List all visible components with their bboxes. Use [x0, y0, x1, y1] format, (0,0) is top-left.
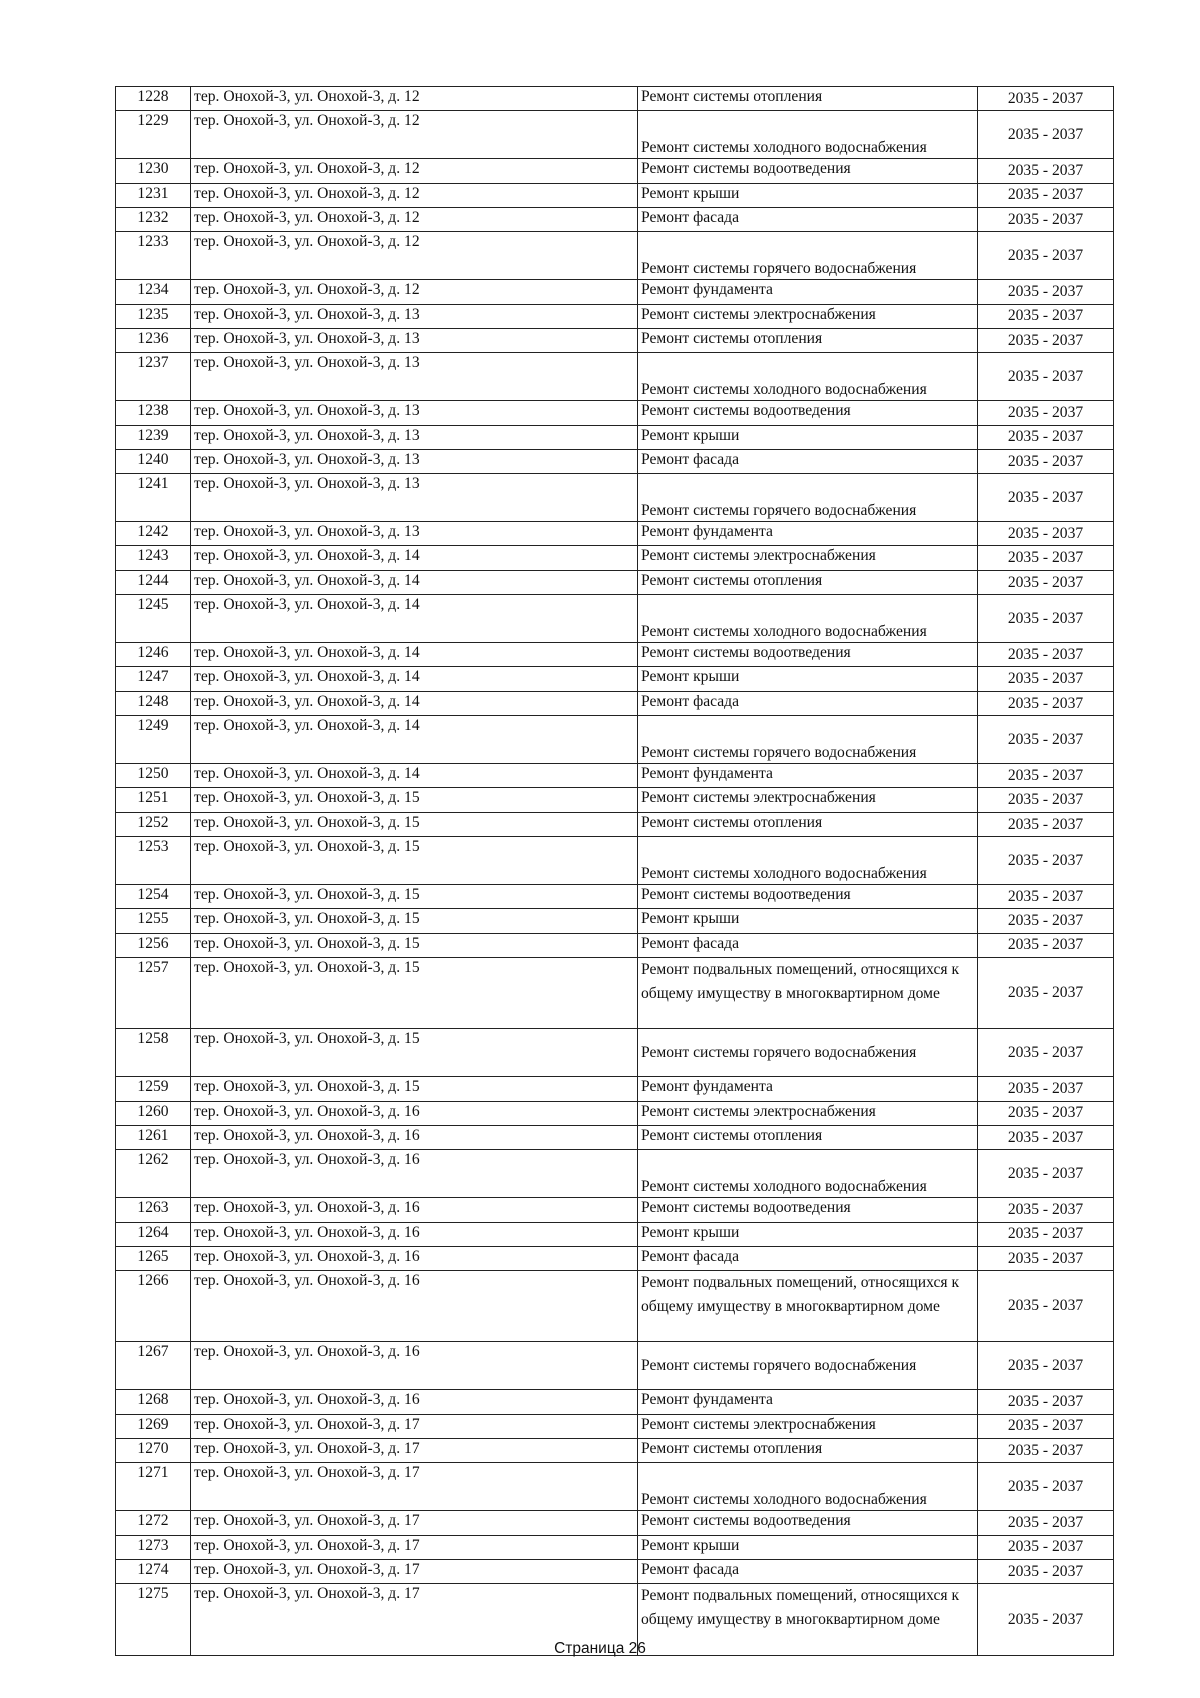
work-type-cell: Ремонт фасада: [638, 1560, 978, 1584]
table-row: [116, 1439, 1114, 1463]
row-number-cell: 1237: [116, 353, 191, 401]
row-number-cell: 1229: [116, 111, 191, 159]
row-number-cell: 1265: [116, 1246, 191, 1270]
address-cell: тер. Онохой-3, ул. Онохой-3, д. 16: [191, 1271, 638, 1342]
period-cell: 2035 - 2037: [978, 1511, 1114, 1535]
row-number-cell: 1252: [116, 812, 191, 836]
table-row: [116, 1511, 1114, 1535]
table-row: [116, 546, 1114, 570]
table-row: [116, 1029, 1114, 1077]
table-row: [116, 1125, 1114, 1149]
work-type-cell: Ремонт системы электроснабжения: [638, 304, 978, 328]
repair-plan-table-body: [116, 87, 1114, 1656]
table-row: [116, 1077, 1114, 1101]
work-type-cell: Ремонт фасада: [638, 449, 978, 473]
row-number-cell: 1258: [116, 1029, 191, 1077]
work-type-cell: Ремонт системы отопления: [638, 1125, 978, 1149]
period-cell: 2035 - 2037: [978, 570, 1114, 594]
table-row: [116, 1271, 1114, 1342]
table-row: [116, 474, 1114, 522]
table-row: [116, 304, 1114, 328]
table-row: [116, 933, 1114, 957]
address-cell: тер. Онохой-3, ул. Онохой-3, д. 14: [191, 716, 638, 764]
table-row: [116, 691, 1114, 715]
table-row: [116, 1198, 1114, 1222]
work-type-cell: Ремонт системы отопления: [638, 328, 978, 352]
work-type-cell: Ремонт фундамента: [638, 280, 978, 304]
work-type-cell: Ремонт системы горячего водоснабжения: [638, 1029, 978, 1077]
address-cell: тер. Онохой-3, ул. Онохой-3, д. 17: [191, 1463, 638, 1511]
period-cell: 2035 - 2037: [978, 474, 1114, 522]
period-cell: 2035 - 2037: [978, 425, 1114, 449]
period-cell: 2035 - 2037: [978, 1463, 1114, 1511]
row-number-cell: 1254: [116, 885, 191, 909]
row-number-cell: 1253: [116, 837, 191, 885]
address-cell: тер. Онохой-3, ул. Онохой-3, д. 12: [191, 87, 638, 111]
row-number-cell: 1238: [116, 401, 191, 425]
table-row: [116, 87, 1114, 111]
work-type-cell: Ремонт системы горячего водоснабжения: [638, 232, 978, 280]
period-cell: 2035 - 2037: [978, 449, 1114, 473]
table-row: [116, 595, 1114, 643]
period-cell: 2035 - 2037: [978, 837, 1114, 885]
table-row: [116, 353, 1114, 401]
address-cell: тер. Онохой-3, ул. Онохой-3, д. 15: [191, 837, 638, 885]
row-number-cell: 1275: [116, 1584, 191, 1655]
table-row: [116, 1390, 1114, 1414]
work-type-cell: Ремонт системы холодного водоснабжения: [638, 353, 978, 401]
work-type-cell: Ремонт системы водоотведения: [638, 643, 978, 667]
period-cell: 2035 - 2037: [978, 909, 1114, 933]
row-number-cell: 1241: [116, 474, 191, 522]
work-type-cell: Ремонт системы водоотведения: [638, 401, 978, 425]
row-number-cell: 1274: [116, 1560, 191, 1584]
address-cell: тер. Онохой-3, ул. Онохой-3, д. 16: [191, 1390, 638, 1414]
row-number-cell: 1245: [116, 595, 191, 643]
address-cell: тер. Онохой-3, ул. Онохой-3, д. 17: [191, 1560, 638, 1584]
work-type-cell: Ремонт фундамента: [638, 522, 978, 546]
period-cell: 2035 - 2037: [978, 87, 1114, 111]
address-cell: тер. Онохой-3, ул. Онохой-3, д. 15: [191, 933, 638, 957]
work-type-cell: Ремонт крыши: [638, 183, 978, 207]
row-number-cell: 1268: [116, 1390, 191, 1414]
work-type-cell: Ремонт системы электроснабжения: [638, 788, 978, 812]
period-cell: 2035 - 2037: [978, 1101, 1114, 1125]
table-row: [116, 328, 1114, 352]
period-cell: 2035 - 2037: [978, 1029, 1114, 1077]
table-row: [116, 232, 1114, 280]
table-row: [116, 207, 1114, 231]
work-type-cell: Ремонт системы электроснабжения: [638, 1101, 978, 1125]
work-type-cell: Ремонт подвальных помещений, относящихся к общему имуществу в многоквартирном доме: [638, 1584, 978, 1655]
row-number-cell: 1243: [116, 546, 191, 570]
period-cell: 2035 - 2037: [978, 643, 1114, 667]
work-type-cell: Ремонт системы холодного водоснабжения: [638, 1150, 978, 1198]
address-cell: тер. Онохой-3, ул. Онохой-3, д. 13: [191, 522, 638, 546]
period-cell: 2035 - 2037: [978, 183, 1114, 207]
table-row: [116, 643, 1114, 667]
table-row: [116, 1560, 1114, 1584]
address-cell: тер. Онохой-3, ул. Онохой-3, д. 17: [191, 1511, 638, 1535]
work-type-cell: Ремонт фасада: [638, 207, 978, 231]
period-cell: 2035 - 2037: [978, 1390, 1114, 1414]
work-type-cell: Ремонт подвальных помещений, относящихся к общему имуществу в многоквартирном доме: [638, 1271, 978, 1342]
address-cell: тер. Онохой-3, ул. Онохой-3, д. 16: [191, 1198, 638, 1222]
row-number-cell: 1255: [116, 909, 191, 933]
row-number-cell: 1240: [116, 449, 191, 473]
period-cell: 2035 - 2037: [978, 667, 1114, 691]
table-row: [116, 1342, 1114, 1390]
row-number-cell: 1261: [116, 1125, 191, 1149]
period-cell: 2035 - 2037: [978, 595, 1114, 643]
period-cell: 2035 - 2037: [978, 1271, 1114, 1342]
table-row: [116, 1463, 1114, 1511]
work-type-cell: Ремонт фасада: [638, 1246, 978, 1270]
period-cell: 2035 - 2037: [978, 207, 1114, 231]
period-cell: 2035 - 2037: [978, 1584, 1114, 1655]
address-cell: тер. Онохой-3, ул. Онохой-3, д. 12: [191, 280, 638, 304]
period-cell: 2035 - 2037: [978, 1150, 1114, 1198]
address-cell: тер. Онохой-3, ул. Онохой-3, д. 14: [191, 643, 638, 667]
work-type-cell: Ремонт крыши: [638, 1535, 978, 1559]
period-cell: 2035 - 2037: [978, 764, 1114, 788]
period-cell: 2035 - 2037: [978, 1414, 1114, 1438]
table-row: [116, 885, 1114, 909]
address-cell: тер. Онохой-3, ул. Онохой-3, д. 16: [191, 1342, 638, 1390]
table-row: [116, 837, 1114, 885]
address-cell: тер. Онохой-3, ул. Онохой-3, д. 13: [191, 474, 638, 522]
row-number-cell: 1246: [116, 643, 191, 667]
period-cell: 2035 - 2037: [978, 159, 1114, 183]
row-number-cell: 1233: [116, 232, 191, 280]
work-type-cell: Ремонт фундамента: [638, 1077, 978, 1101]
period-cell: 2035 - 2037: [978, 1342, 1114, 1390]
work-type-cell: Ремонт системы горячего водоснабжения: [638, 474, 978, 522]
period-cell: 2035 - 2037: [978, 1439, 1114, 1463]
address-cell: тер. Онохой-3, ул. Онохой-3, д. 17: [191, 1584, 638, 1655]
table-row: [116, 1246, 1114, 1270]
row-number-cell: 1266: [116, 1271, 191, 1342]
address-cell: тер. Онохой-3, ул. Онохой-3, д. 14: [191, 546, 638, 570]
address-cell: тер. Онохой-3, ул. Онохой-3, д. 12: [191, 159, 638, 183]
period-cell: 2035 - 2037: [978, 1198, 1114, 1222]
address-cell: тер. Онохой-3, ул. Онохой-3, д. 16: [191, 1246, 638, 1270]
work-type-cell: Ремонт фундамента: [638, 1390, 978, 1414]
work-type-cell: Ремонт фундамента: [638, 764, 978, 788]
work-type-cell: Ремонт системы водоотведения: [638, 1511, 978, 1535]
work-type-cell: Ремонт фасада: [638, 933, 978, 957]
work-type-cell: Ремонт крыши: [638, 1222, 978, 1246]
row-number-cell: 1250: [116, 764, 191, 788]
table-row: [116, 1150, 1114, 1198]
table-row: [116, 909, 1114, 933]
work-type-cell: Ремонт системы отопления: [638, 1439, 978, 1463]
table-row: [116, 159, 1114, 183]
row-number-cell: 1270: [116, 1439, 191, 1463]
period-cell: 2035 - 2037: [978, 111, 1114, 159]
row-number-cell: 1228: [116, 87, 191, 111]
address-cell: тер. Онохой-3, ул. Онохой-3, д. 13: [191, 425, 638, 449]
table-row: [116, 570, 1114, 594]
work-type-cell: Ремонт системы холодного водоснабжения: [638, 595, 978, 643]
work-type-cell: Ремонт фасада: [638, 691, 978, 715]
row-number-cell: 1267: [116, 1342, 191, 1390]
row-number-cell: 1273: [116, 1535, 191, 1559]
address-cell: тер. Онохой-3, ул. Онохой-3, д. 16: [191, 1222, 638, 1246]
row-number-cell: 1235: [116, 304, 191, 328]
page-number: Страница 26: [554, 1640, 646, 1657]
period-cell: 2035 - 2037: [978, 788, 1114, 812]
row-number-cell: 1271: [116, 1463, 191, 1511]
table-row: [116, 812, 1114, 836]
address-cell: тер. Онохой-3, ул. Онохой-3, д. 16: [191, 1125, 638, 1149]
work-type-cell: Ремонт системы холодного водоснабжения: [638, 837, 978, 885]
row-number-cell: 1269: [116, 1414, 191, 1438]
row-number-cell: 1234: [116, 280, 191, 304]
address-cell: тер. Онохой-3, ул. Онохой-3, д. 15: [191, 1029, 638, 1077]
row-number-cell: 1239: [116, 425, 191, 449]
period-cell: 2035 - 2037: [978, 1125, 1114, 1149]
table-row: [116, 958, 1114, 1029]
period-cell: 2035 - 2037: [978, 716, 1114, 764]
work-type-cell: Ремонт крыши: [638, 425, 978, 449]
work-type-cell: Ремонт системы водоотведения: [638, 159, 978, 183]
table-row: [116, 1101, 1114, 1125]
period-cell: 2035 - 2037: [978, 280, 1114, 304]
address-cell: тер. Онохой-3, ул. Онохой-3, д. 14: [191, 595, 638, 643]
period-cell: 2035 - 2037: [978, 691, 1114, 715]
row-number-cell: 1256: [116, 933, 191, 957]
address-cell: тер. Онохой-3, ул. Онохой-3, д. 16: [191, 1101, 638, 1125]
work-type-cell: Ремонт системы электроснабжения: [638, 1414, 978, 1438]
address-cell: тер. Онохой-3, ул. Онохой-3, д. 17: [191, 1535, 638, 1559]
row-number-cell: 1257: [116, 958, 191, 1029]
address-cell: тер. Онохой-3, ул. Онохой-3, д. 12: [191, 183, 638, 207]
address-cell: тер. Онохой-3, ул. Онохой-3, д. 14: [191, 570, 638, 594]
row-number-cell: 1247: [116, 667, 191, 691]
row-number-cell: 1251: [116, 788, 191, 812]
row-number-cell: 1272: [116, 1511, 191, 1535]
address-cell: тер. Онохой-3, ул. Онохой-3, д. 13: [191, 353, 638, 401]
work-type-cell: Ремонт системы водоотведения: [638, 885, 978, 909]
address-cell: тер. Онохой-3, ул. Онохой-3, д. 13: [191, 328, 638, 352]
row-number-cell: 1248: [116, 691, 191, 715]
address-cell: тер. Онохой-3, ул. Онохой-3, д. 14: [191, 764, 638, 788]
work-type-cell: Ремонт системы электроснабжения: [638, 546, 978, 570]
period-cell: 2035 - 2037: [978, 812, 1114, 836]
table-row: [116, 449, 1114, 473]
address-cell: тер. Онохой-3, ул. Онохой-3, д. 12: [191, 111, 638, 159]
address-cell: тер. Онохой-3, ул. Онохой-3, д. 17: [191, 1414, 638, 1438]
table-row: [116, 1535, 1114, 1559]
work-type-cell: Ремонт системы отопления: [638, 570, 978, 594]
row-number-cell: 1260: [116, 1101, 191, 1125]
row-number-cell: 1249: [116, 716, 191, 764]
period-cell: 2035 - 2037: [978, 522, 1114, 546]
row-number-cell: 1262: [116, 1150, 191, 1198]
row-number-cell: 1232: [116, 207, 191, 231]
period-cell: 2035 - 2037: [978, 885, 1114, 909]
table-row: [116, 280, 1114, 304]
period-cell: 2035 - 2037: [978, 304, 1114, 328]
row-number-cell: 1236: [116, 328, 191, 352]
table-row: [116, 667, 1114, 691]
period-cell: 2035 - 2037: [978, 232, 1114, 280]
table-row: [116, 716, 1114, 764]
table-row: [116, 1414, 1114, 1438]
period-cell: 2035 - 2037: [978, 1077, 1114, 1101]
period-cell: 2035 - 2037: [978, 353, 1114, 401]
address-cell: тер. Онохой-3, ул. Онохой-3, д. 17: [191, 1439, 638, 1463]
address-cell: тер. Онохой-3, ул. Онохой-3, д. 16: [191, 1150, 638, 1198]
work-type-cell: Ремонт системы отопления: [638, 812, 978, 836]
address-cell: тер. Онохой-3, ул. Онохой-3, д. 15: [191, 909, 638, 933]
address-cell: тер. Онохой-3, ул. Онохой-3, д. 13: [191, 449, 638, 473]
period-cell: 2035 - 2037: [978, 1535, 1114, 1559]
address-cell: тер. Онохой-3, ул. Онохой-3, д. 15: [191, 1077, 638, 1101]
row-number-cell: 1230: [116, 159, 191, 183]
period-cell: 2035 - 2037: [978, 328, 1114, 352]
work-type-cell: Ремонт крыши: [638, 909, 978, 933]
work-type-cell: Ремонт системы холодного водоснабжения: [638, 1463, 978, 1511]
row-number-cell: 1259: [116, 1077, 191, 1101]
row-number-cell: 1264: [116, 1222, 191, 1246]
address-cell: тер. Онохой-3, ул. Онохой-3, д. 12: [191, 232, 638, 280]
work-type-cell: Ремонт подвальных помещений, относящихся к общему имуществу в многоквартирном доме: [638, 958, 978, 1029]
work-type-cell: Ремонт системы горячего водоснабжения: [638, 1342, 978, 1390]
address-cell: тер. Онохой-3, ул. Онохой-3, д. 15: [191, 788, 638, 812]
address-cell: тер. Онохой-3, ул. Онохой-3, д. 15: [191, 812, 638, 836]
table-row: [116, 111, 1114, 159]
work-type-cell: Ремонт системы холодного водоснабжения: [638, 111, 978, 159]
table-row: [116, 425, 1114, 449]
address-cell: тер. Онохой-3, ул. Онохой-3, д. 13: [191, 401, 638, 425]
period-cell: 2035 - 2037: [978, 1222, 1114, 1246]
period-cell: 2035 - 2037: [978, 958, 1114, 1029]
address-cell: тер. Онохой-3, ул. Онохой-3, д. 15: [191, 885, 638, 909]
address-cell: тер. Онохой-3, ул. Онохой-3, д. 12: [191, 207, 638, 231]
address-cell: тер. Онохой-3, ул. Онохой-3, д. 14: [191, 667, 638, 691]
period-cell: 2035 - 2037: [978, 546, 1114, 570]
row-number-cell: 1242: [116, 522, 191, 546]
row-number-cell: 1231: [116, 183, 191, 207]
table-row: [116, 1222, 1114, 1246]
repair-plan-table: [115, 86, 1114, 1656]
address-cell: тер. Онохой-3, ул. Онохой-3, д. 13: [191, 304, 638, 328]
table-row: [116, 183, 1114, 207]
address-cell: тер. Онохой-3, ул. Онохой-3, д. 14: [191, 691, 638, 715]
work-type-cell: Ремонт системы отопления: [638, 87, 978, 111]
table-row: [116, 764, 1114, 788]
period-cell: 2035 - 2037: [978, 1560, 1114, 1584]
table-row: [116, 401, 1114, 425]
work-type-cell: Ремонт системы водоотведения: [638, 1198, 978, 1222]
period-cell: 2035 - 2037: [978, 933, 1114, 957]
period-cell: 2035 - 2037: [978, 401, 1114, 425]
address-cell: тер. Онохой-3, ул. Онохой-3, д. 15: [191, 958, 638, 1029]
row-number-cell: 1244: [116, 570, 191, 594]
period-cell: 2035 - 2037: [978, 1246, 1114, 1270]
work-type-cell: Ремонт крыши: [638, 667, 978, 691]
table-row: [116, 522, 1114, 546]
row-number-cell: 1263: [116, 1198, 191, 1222]
table-row: [116, 788, 1114, 812]
work-type-cell: Ремонт системы горячего водоснабжения: [638, 716, 978, 764]
